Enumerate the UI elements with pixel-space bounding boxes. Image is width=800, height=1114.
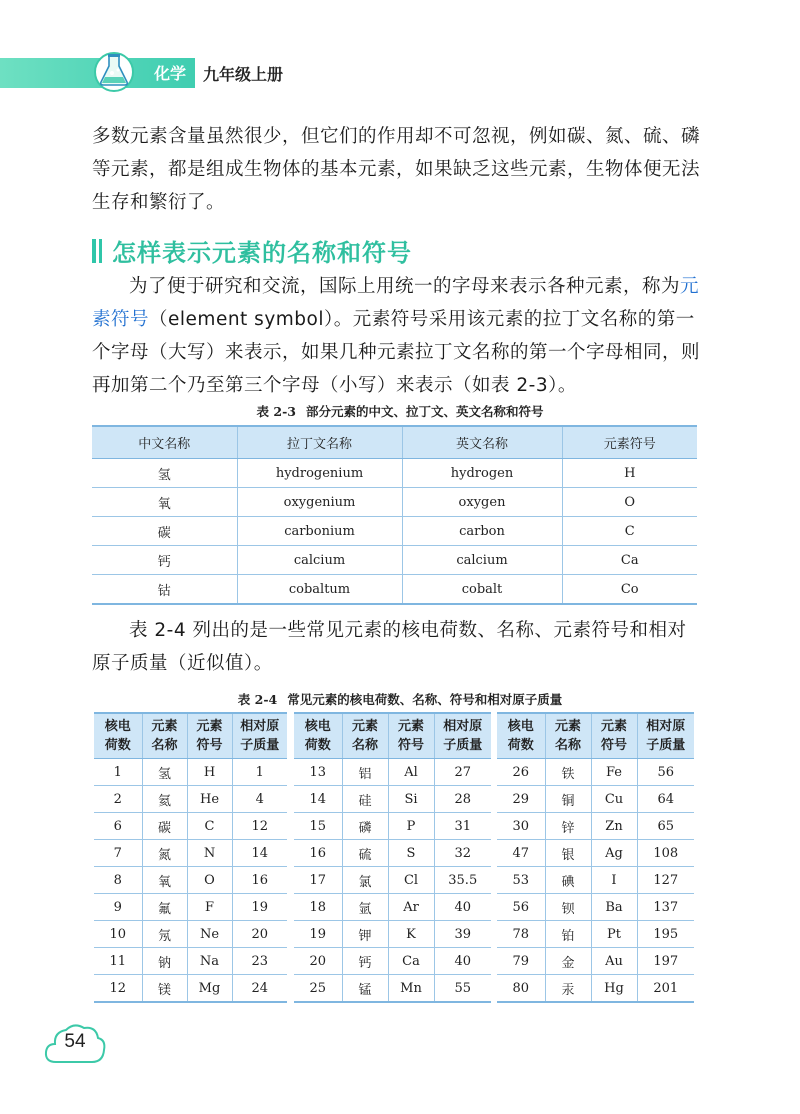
table-2-3-caption-num: 表 2-3: [256, 404, 296, 419]
cell-element-name: 氖: [142, 921, 187, 948]
header-element-name: [545, 713, 591, 759]
cell-element-symbol: F: [187, 894, 232, 921]
cell-atomic-mass: 19: [232, 894, 287, 921]
cell-atomic-mass: 201: [637, 975, 694, 1003]
cell-element-name: 硫: [342, 840, 388, 867]
cell-element-name: 银: [545, 840, 591, 867]
cell-element-name: 碳: [142, 813, 187, 840]
cell-atomic-mass: 137: [637, 894, 694, 921]
table-row: [94, 921, 287, 948]
cell-nuclear-charge: 29: [497, 786, 545, 813]
table-header-row: [497, 713, 694, 759]
cell-element-symbol: Pt: [591, 921, 637, 948]
header-nuclear-charge-line: 核电: [507, 719, 534, 734]
cell-element-name: 氮: [142, 840, 187, 867]
cell-nuclear-charge: 53: [497, 867, 545, 894]
header-element-symbol-line: 符号: [397, 738, 424, 753]
cell-chinese-name: 钴: [92, 575, 237, 605]
header-atomic-mass: [637, 713, 694, 759]
cell-english-name: cobalt: [402, 575, 562, 605]
cell-element-name: 铝: [342, 759, 388, 786]
table-row: [94, 948, 287, 975]
table-row: [497, 813, 694, 840]
section-title-text: 怎样表示元素的名称和符号: [112, 238, 412, 267]
cell-nuclear-charge: 9: [94, 894, 142, 921]
cell-atomic-mass: 28: [434, 786, 491, 813]
table-row: [294, 786, 491, 813]
cell-atomic-mass: 12: [232, 813, 287, 840]
table-row: [92, 575, 697, 605]
cell-element-symbol: Au: [591, 948, 637, 975]
cell-element-symbol: Ag: [591, 840, 637, 867]
header-nuclear-charge: [94, 713, 142, 759]
header-element-symbol-line: 元素: [196, 719, 223, 734]
cell-atomic-mass: 55: [434, 975, 491, 1003]
table-row: [497, 948, 694, 975]
cell-symbol: Ca: [562, 546, 697, 575]
header-element-name-line: 名称: [554, 738, 581, 753]
cell-element-symbol: Na: [187, 948, 232, 975]
cell-symbol: Co: [562, 575, 697, 605]
cell-nuclear-charge: 47: [497, 840, 545, 867]
flask-icon: [92, 46, 144, 94]
cell-element-name: 汞: [545, 975, 591, 1003]
table-row: [294, 867, 491, 894]
header-element-symbol-line: 元素: [600, 719, 627, 734]
cell-nuclear-charge: 12: [94, 975, 142, 1003]
cell-atomic-mass: 31: [434, 813, 491, 840]
cell-latin-name: carbonium: [237, 517, 402, 546]
header-grade: 九年级上册: [195, 58, 291, 88]
header-nuclear-charge: [497, 713, 545, 759]
intro-paragraph: 多数元素含量虽然很少，但它们的作用却不可忽视，例如碳、氮、硫、磷等元素，都是组成生物体的基本元素，如果缺乏这些元素，生物体便无法生存和繁衍了。: [92, 126, 701, 213]
cell-element-symbol: Si: [388, 786, 434, 813]
cell-atomic-mass: 108: [637, 840, 694, 867]
cell-element-symbol: Ca: [388, 948, 434, 975]
table-row: [94, 759, 287, 786]
header-atomic-mass: [434, 713, 491, 759]
cell-atomic-mass: 64: [637, 786, 694, 813]
header-element-symbol-line: 符号: [196, 738, 223, 753]
cell-element-symbol: Hg: [591, 975, 637, 1003]
cell-element-symbol: O: [187, 867, 232, 894]
header-element-name: [342, 713, 388, 759]
cell-atomic-mass: 32: [434, 840, 491, 867]
cell-element-symbol: H: [187, 759, 232, 786]
cell-atomic-mass: 27: [434, 759, 491, 786]
header-element-name-line: 元素: [554, 719, 581, 734]
cell-element-name: 氧: [142, 867, 187, 894]
page-number: 54: [64, 1031, 86, 1052]
cell-atomic-mass: 1: [232, 759, 287, 786]
table-row: [497, 894, 694, 921]
table-2-4-caption-num: 表 2-4: [237, 692, 278, 707]
cell-element-symbol: Fe: [591, 759, 637, 786]
table-row: [94, 840, 287, 867]
header-nuclear-charge: [294, 713, 342, 759]
header-atomic-mass-line: 相对原: [646, 719, 686, 734]
table-row: [497, 840, 694, 867]
cell-element-symbol: Ne: [187, 921, 232, 948]
table-2-4-caption-text: 常见元素的核电荷数、名称、符号和相对原子质量: [287, 692, 563, 707]
header-nuclear-charge-line: 核电: [304, 719, 331, 734]
cell-element-symbol: He: [187, 786, 232, 813]
cell-atomic-mass: 24: [232, 975, 287, 1003]
table-2-4-caption: [0, 690, 800, 708]
table-row: [294, 840, 491, 867]
table-row: [294, 975, 491, 1003]
header-element-symbol: [388, 713, 434, 759]
cell-element-name: 金: [545, 948, 591, 975]
cell-atomic-mass: 40: [434, 948, 491, 975]
cell-element-symbol: I: [591, 867, 637, 894]
cell-symbol: H: [562, 459, 697, 488]
cell-atomic-mass: 40: [434, 894, 491, 921]
cell-element-name: 锌: [545, 813, 591, 840]
cell-english-name: oxygen: [402, 488, 562, 517]
cell-element-name: 钙: [342, 948, 388, 975]
header-english-name: 英文名称: [402, 426, 562, 459]
cell-element-name: 铂: [545, 921, 591, 948]
cell-english-name: hydrogen: [402, 459, 562, 488]
table-header-row: [92, 426, 697, 459]
cell-element-name: 铜: [545, 786, 591, 813]
cell-english-name: carbon: [402, 517, 562, 546]
cell-chinese-name: 氧: [92, 488, 237, 517]
header-nuclear-charge-line: 荷数: [304, 738, 331, 753]
header-nuclear-charge-line: 荷数: [104, 738, 131, 753]
cell-nuclear-charge: 1: [94, 759, 142, 786]
element-names-table: [92, 425, 697, 605]
section-title: [92, 233, 412, 268]
cell-latin-name: hydrogenium: [237, 459, 402, 488]
table-row: [497, 975, 694, 1003]
cell-element-name: 氢: [142, 759, 187, 786]
cell-latin-name: oxygenium: [237, 488, 402, 517]
cell-atomic-mass: 56: [637, 759, 694, 786]
header-nuclear-charge-line: 荷数: [507, 738, 534, 753]
cell-latin-name: calcium: [237, 546, 402, 575]
cell-nuclear-charge: 79: [497, 948, 545, 975]
cell-nuclear-charge: 20: [294, 948, 342, 975]
cell-chinese-name: 氢: [92, 459, 237, 488]
cell-atomic-mass: 20: [232, 921, 287, 948]
cell-element-name: 氟: [142, 894, 187, 921]
cell-element-name: 镁: [142, 975, 187, 1003]
header-atomic-mass: [232, 713, 287, 759]
header-element-name-line: 元素: [351, 719, 378, 734]
header-element-symbol: [187, 713, 232, 759]
header-element-name-line: 名称: [351, 738, 378, 753]
cell-nuclear-charge: 8: [94, 867, 142, 894]
cell-atomic-mass: 127: [637, 867, 694, 894]
table-row: [294, 894, 491, 921]
cell-element-symbol: P: [388, 813, 434, 840]
table-row: [497, 786, 694, 813]
cell-nuclear-charge: 17: [294, 867, 342, 894]
table-row: [94, 894, 287, 921]
header-latin-name: 拉丁文名称: [237, 426, 402, 459]
table-row: [92, 488, 697, 517]
table-row: [294, 921, 491, 948]
header-element-name-line: 元素: [151, 719, 178, 734]
table-row: [92, 546, 697, 575]
table-row: [92, 517, 697, 546]
table-row: [497, 759, 694, 786]
cell-nuclear-charge: 25: [294, 975, 342, 1003]
cell-nuclear-charge: 6: [94, 813, 142, 840]
element-mass-table-group-3: [497, 712, 694, 1003]
table-row: [94, 786, 287, 813]
cell-element-symbol: C: [187, 813, 232, 840]
section-paragraph-before: 为了便于研究和交流，国际上用统一的字母来表示各种元素，称为: [129, 276, 681, 297]
cell-nuclear-charge: 80: [497, 975, 545, 1003]
cell-nuclear-charge: 19: [294, 921, 342, 948]
cell-atomic-mass: 195: [637, 921, 694, 948]
cell-element-symbol: K: [388, 921, 434, 948]
cell-element-name: 铁: [545, 759, 591, 786]
cell-element-symbol: Mg: [187, 975, 232, 1003]
cell-symbol: C: [562, 517, 697, 546]
cell-element-name: 碘: [545, 867, 591, 894]
cell-element-symbol: Zn: [591, 813, 637, 840]
section-paragraph: [92, 270, 704, 402]
cell-nuclear-charge: 26: [497, 759, 545, 786]
table-header-row: [94, 713, 287, 759]
cell-nuclear-charge: 78: [497, 921, 545, 948]
cell-element-name: 磷: [342, 813, 388, 840]
cell-element-name: 硅: [342, 786, 388, 813]
cell-atomic-mass: 16: [232, 867, 287, 894]
cell-nuclear-charge: 16: [294, 840, 342, 867]
cell-atomic-mass: 4: [232, 786, 287, 813]
cell-nuclear-charge: 13: [294, 759, 342, 786]
table-row: [294, 813, 491, 840]
table-row: [497, 921, 694, 948]
table-2-4-intro-paragraph: 表 2-4 列出的是一些常见元素的核电荷数、名称、元素符号和相对原子质量（近似值）。: [92, 620, 687, 674]
cell-element-name: 钠: [142, 948, 187, 975]
header-atomic-mass-line: 子质量: [443, 738, 483, 753]
header-atomic-mass-line: 子质量: [646, 738, 686, 753]
cell-element-name: 锰: [342, 975, 388, 1003]
cell-nuclear-charge: 10: [94, 921, 142, 948]
header-atomic-mass-line: 相对原: [240, 719, 280, 734]
header-element-name: [142, 713, 187, 759]
table-row: [497, 867, 694, 894]
cell-element-symbol: Cl: [388, 867, 434, 894]
cell-atomic-mass: 23: [232, 948, 287, 975]
term-element-symbol: 元素符号: [92, 276, 700, 330]
header-subject: 化学: [154, 64, 187, 83]
cell-nuclear-charge: 56: [497, 894, 545, 921]
cell-english-name: calcium: [402, 546, 562, 575]
header-element-symbol-line: 元素: [397, 719, 424, 734]
cell-element-symbol: S: [388, 840, 434, 867]
header-element-symbol: [591, 713, 637, 759]
cell-element-symbol: N: [187, 840, 232, 867]
cell-nuclear-charge: 11: [94, 948, 142, 975]
cell-element-name: 氦: [142, 786, 187, 813]
section-title-marker: [92, 239, 102, 263]
cell-nuclear-charge: 14: [294, 786, 342, 813]
cell-nuclear-charge: 18: [294, 894, 342, 921]
table-row: [94, 813, 287, 840]
cell-atomic-mass: 65: [637, 813, 694, 840]
table-row: [94, 867, 287, 894]
cell-nuclear-charge: 7: [94, 840, 142, 867]
cell-element-name: 氩: [342, 894, 388, 921]
table-header-row: [294, 713, 491, 759]
header-atomic-mass-line: 子质量: [240, 738, 280, 753]
header-element-name-line: 名称: [151, 738, 178, 753]
header-chinese-name: 中文名称: [92, 426, 237, 459]
element-mass-table-group-2: [294, 712, 491, 1003]
cell-element-name: 氯: [342, 867, 388, 894]
cell-atomic-mass: 35.5: [434, 867, 491, 894]
cell-nuclear-charge: 30: [497, 813, 545, 840]
cell-element-symbol: Ar: [388, 894, 434, 921]
cell-element-symbol: Mn: [388, 975, 434, 1003]
table-row: [294, 759, 491, 786]
cell-nuclear-charge: 2: [94, 786, 142, 813]
table-2-3-caption: [0, 402, 800, 420]
table-row: [294, 948, 491, 975]
cell-element-symbol: Cu: [591, 786, 637, 813]
cell-atomic-mass: 197: [637, 948, 694, 975]
header-element-symbol-line: 符号: [600, 738, 627, 753]
cell-symbol: O: [562, 488, 697, 517]
cell-element-name: 钾: [342, 921, 388, 948]
header-element-symbol: 元素符号: [562, 426, 697, 459]
cell-element-name: 钡: [545, 894, 591, 921]
cell-element-symbol: Ba: [591, 894, 637, 921]
cell-atomic-mass: 14: [232, 840, 287, 867]
section-paragraph-after: （element symbol）。元素符号采用该元素的拉丁文名称的第一个字母（大写）来表示，如果几种元素拉丁文名称的第一个字母相同，则再加第二个乃至第三个字母（小写）来表示（如表 2-3）。: [92, 309, 701, 396]
table-2-3-caption-text: 部分元素的中文、拉丁文、英文名称和符号: [305, 404, 544, 419]
cell-element-symbol: Al: [388, 759, 434, 786]
table-row: [92, 459, 697, 488]
cell-chinese-name: 钙: [92, 546, 237, 575]
cell-chinese-name: 碳: [92, 517, 237, 546]
header-nuclear-charge-line: 核电: [104, 719, 131, 734]
cell-latin-name: cobaltum: [237, 575, 402, 605]
header-atomic-mass-line: 相对原: [443, 719, 483, 734]
table-row: [94, 975, 287, 1003]
cell-nuclear-charge: 15: [294, 813, 342, 840]
element-mass-table-group-1: [94, 712, 287, 1003]
cell-atomic-mass: 39: [434, 921, 491, 948]
